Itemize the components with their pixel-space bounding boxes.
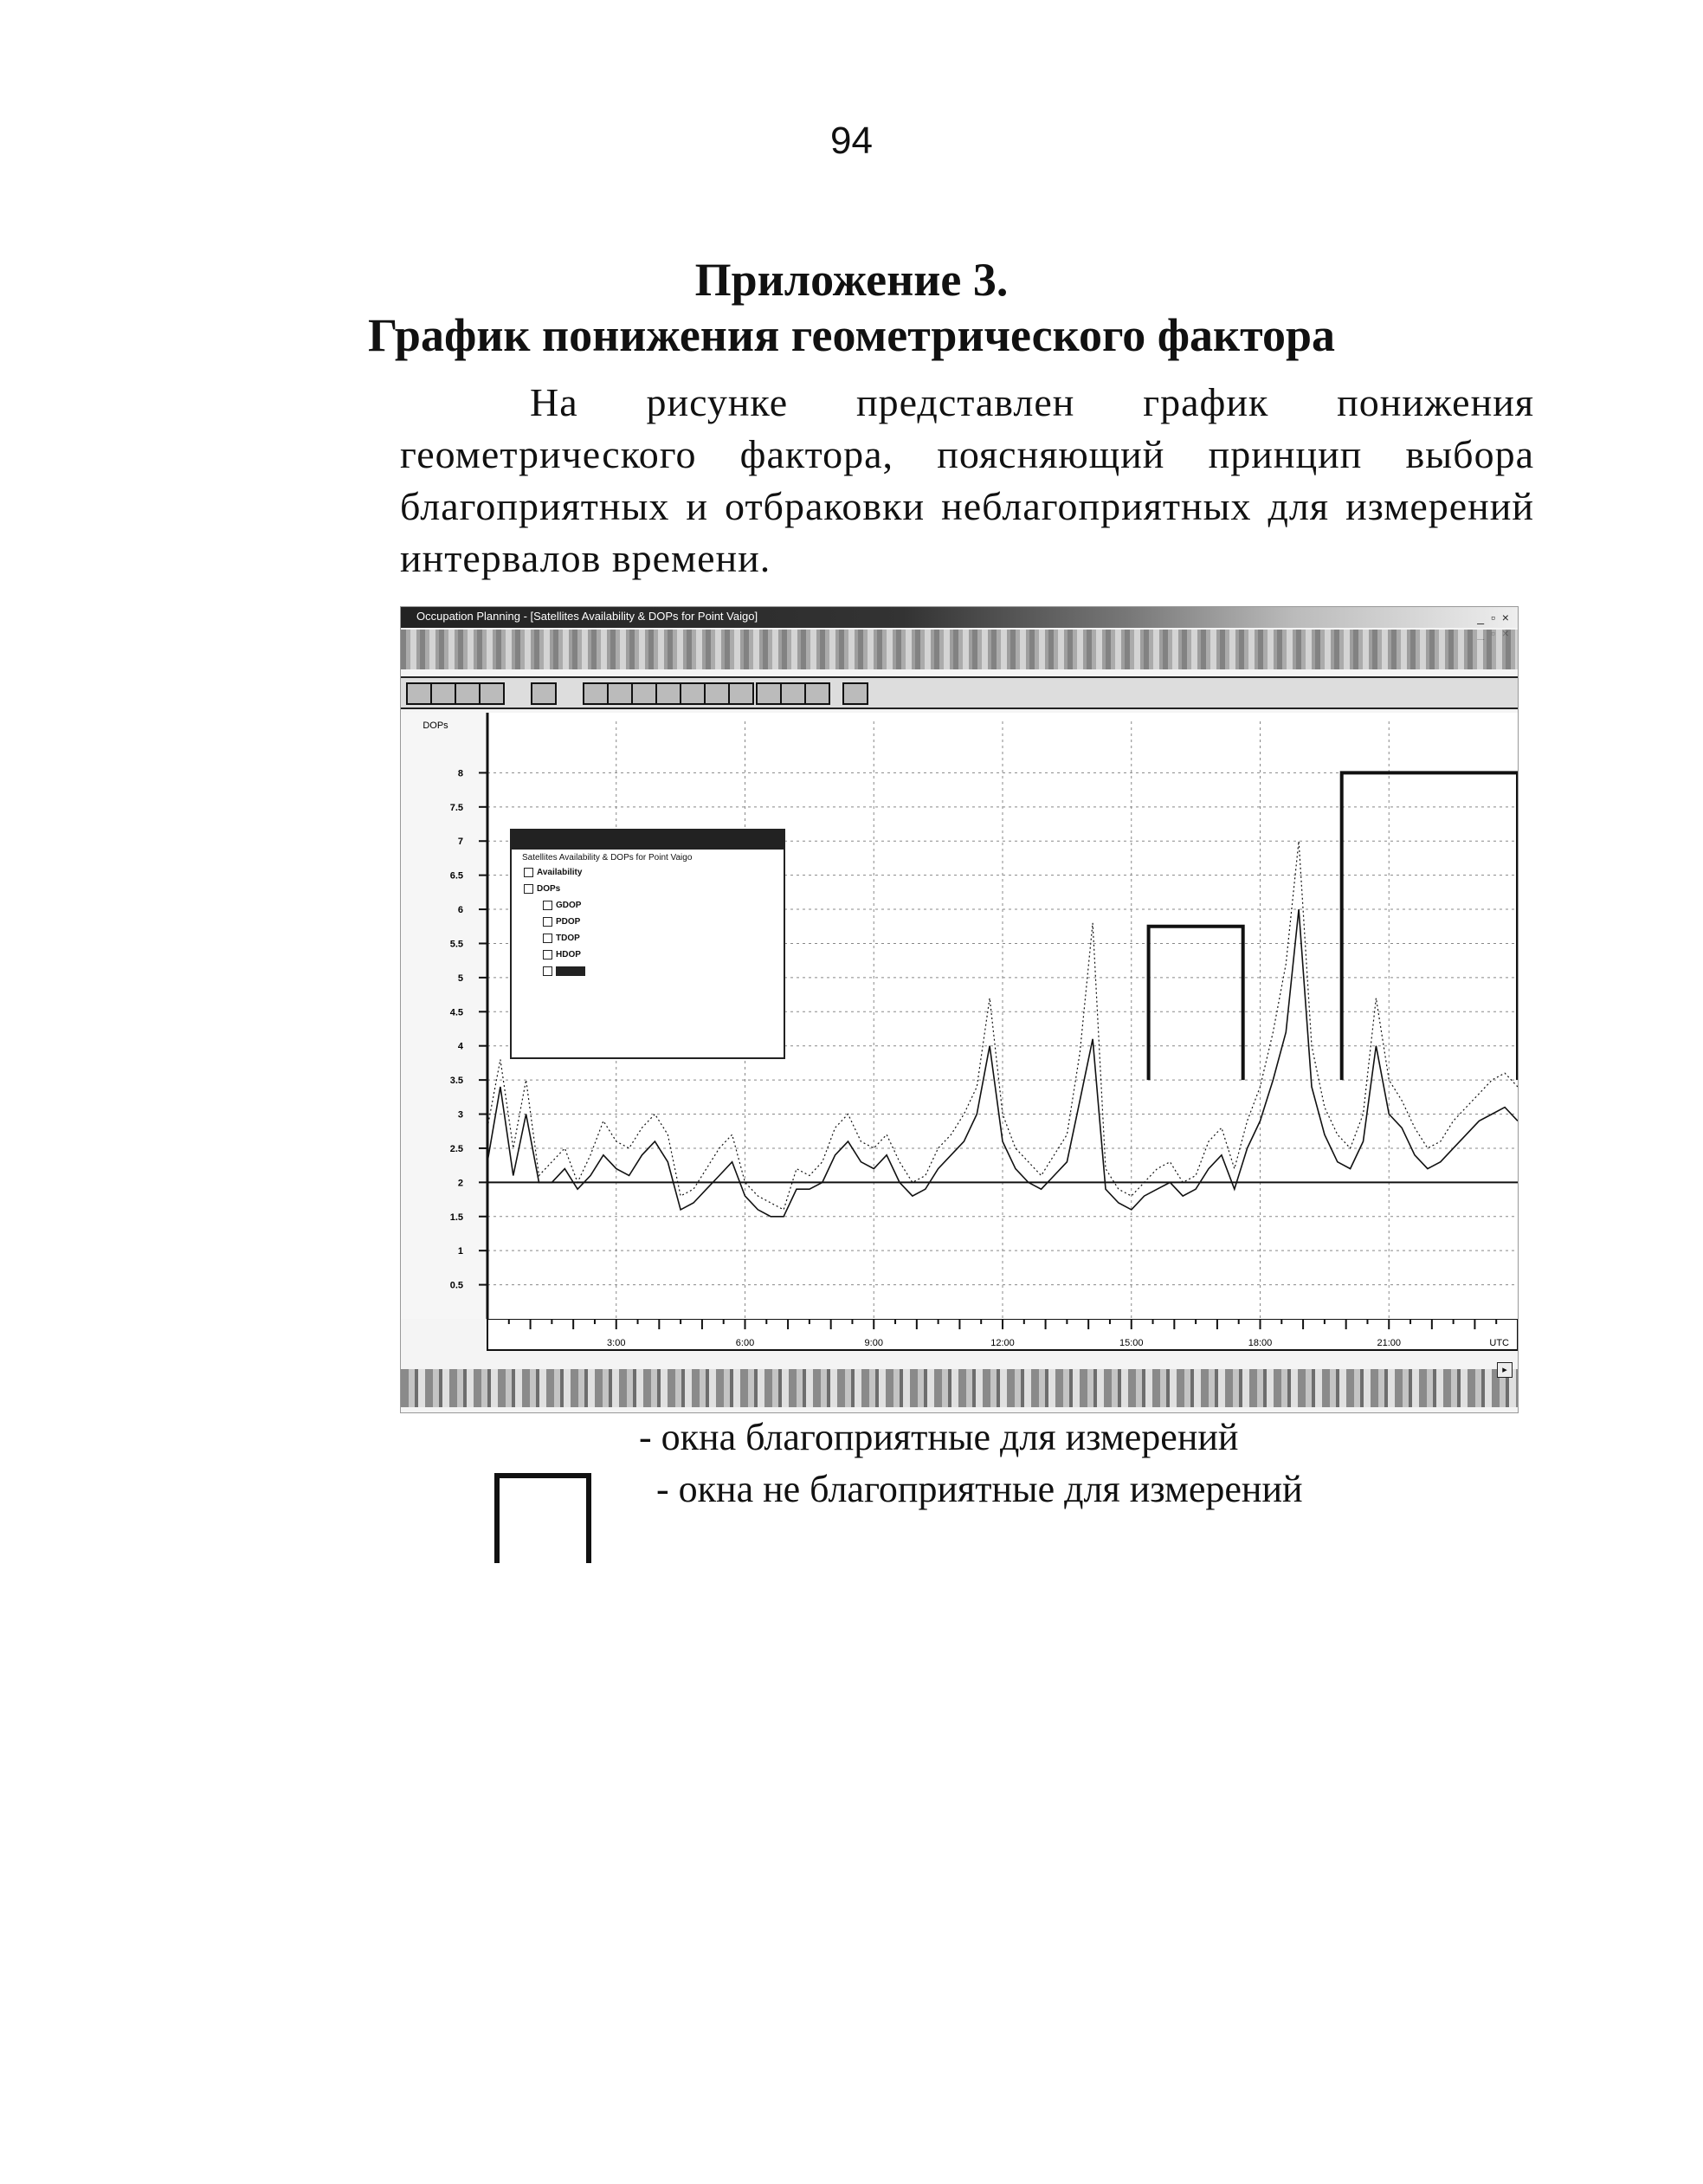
- checkbox-icon[interactable]: [524, 884, 533, 894]
- filter-icon[interactable]: [583, 682, 609, 705]
- tree-label: PDOP: [556, 917, 581, 927]
- table-icon[interactable]: [728, 682, 754, 705]
- tree-item-vdop[interactable]: [512, 963, 784, 979]
- window-controls[interactable]: _ ▫ ×: [1477, 611, 1511, 624]
- y-tick-label: 0.5: [449, 1280, 463, 1291]
- checkbox-icon[interactable]: [524, 868, 533, 877]
- options-icon[interactable]: [804, 682, 830, 705]
- chart-title: График понижения геометрического фактора: [367, 309, 1336, 361]
- checkbox-icon[interactable]: [543, 966, 552, 976]
- appendix-title: Приложение 3.: [694, 254, 1009, 306]
- screenshot-figure: [400, 606, 1519, 1413]
- tree-item-tdop[interactable]: [512, 930, 784, 947]
- scroll-right-icon[interactable]: ▸: [1497, 1362, 1513, 1378]
- tree-label: DOPs: [537, 884, 561, 894]
- y-tick-label: 7.5: [449, 802, 463, 813]
- y-tick-label: 3: [457, 1109, 463, 1121]
- checkbox-icon[interactable]: [543, 934, 552, 943]
- y-tick-label: 2.5: [449, 1143, 463, 1154]
- window-title: Occupation Planning - [Satellites Availability & DOPs for Point Vaigo]: [416, 610, 758, 623]
- y-tick-label: 5.5: [449, 939, 463, 950]
- preview-icon[interactable]: [780, 682, 806, 705]
- x-tick-label: 12:00: [990, 1338, 1015, 1348]
- legend-good-windows: - окна благоприятные для измерений: [639, 1416, 1239, 1458]
- legend-bracket-icon: [493, 1472, 592, 1563]
- panel-header[interactable]: [512, 830, 784, 850]
- x-tick-label: 6:00: [735, 1338, 755, 1348]
- elevation-icon[interactable]: [655, 682, 681, 705]
- status-bar: [401, 1369, 1518, 1407]
- checkbox-icon[interactable]: [543, 917, 552, 927]
- chart-icon[interactable]: [680, 682, 706, 705]
- tree-item-availability[interactable]: [512, 864, 784, 881]
- y-tick-label: 5: [457, 972, 463, 984]
- dop-icon[interactable]: [704, 682, 730, 705]
- tree-item-pdop[interactable]: [512, 914, 784, 930]
- print-icon[interactable]: [756, 682, 782, 705]
- menu-bar[interactable]: [401, 630, 1518, 669]
- y-tick-label: 4.5: [449, 1007, 463, 1018]
- y-tick-label: 7: [457, 837, 463, 848]
- tree-label: GDOP: [556, 901, 582, 910]
- grid-icon[interactable]: [531, 682, 557, 705]
- y-tick-label: 8: [457, 768, 463, 779]
- x-tick-label: 21:00: [1377, 1338, 1402, 1348]
- panel-title: Satellites Availability & DOPs for Point Vaigo: [522, 853, 693, 863]
- legend-bad-windows: - окна не благоприятные для измерений: [656, 1468, 1303, 1510]
- zoom-area-icon[interactable]: [455, 682, 481, 705]
- tree-label: TDOP: [556, 934, 580, 943]
- intro-paragraph: На рисунке представлен график понижения геометрического фактора, поясняющий принцип выбора благоприятных и отбраковки неблагоприятных для измерений интервалов времени.: [400, 380, 1534, 580]
- satellite-icon[interactable]: [607, 682, 633, 705]
- page-number: 94: [830, 120, 873, 162]
- window-titlebar: [401, 607, 1518, 628]
- x-tick-label: 18:00: [1248, 1338, 1273, 1348]
- measurement-windows: [1149, 772, 1518, 1080]
- y-tick-label: 2: [457, 1178, 463, 1189]
- y-tick-label: 1: [457, 1246, 463, 1257]
- sky-plot-icon[interactable]: [631, 682, 657, 705]
- y-tick-label: 1.5: [449, 1212, 463, 1223]
- x-tick-label: 3:00: [607, 1338, 626, 1348]
- x-tick-label: 15:00: [1119, 1338, 1144, 1348]
- tree-label-selected: VDOP: [556, 966, 585, 976]
- y-tick-label: 3.5: [449, 1076, 463, 1087]
- tree-label: HDOP: [556, 950, 581, 960]
- tree-label: Availability: [537, 868, 583, 877]
- y-axis-panel: [401, 713, 487, 1319]
- checkbox-icon[interactable]: [543, 901, 552, 910]
- toolbar: [401, 676, 1518, 709]
- time-axis[interactable]: [401, 1319, 1518, 1369]
- tree-item-dops[interactable]: [512, 881, 784, 897]
- x-tick-label: 9:00: [864, 1338, 883, 1348]
- y-tick-label: 6.5: [449, 870, 463, 882]
- layers-panel: [510, 829, 785, 1059]
- zoom-out-icon[interactable]: [430, 682, 456, 705]
- y-tick-label: 4: [457, 1041, 463, 1052]
- unfavorable-window: [1342, 772, 1518, 1080]
- zoom-in-icon[interactable]: [406, 682, 432, 705]
- tree-item-hdop[interactable]: [512, 947, 784, 963]
- chart-area: [401, 713, 1518, 1319]
- x-axis-label: UTC: [1489, 1338, 1509, 1348]
- y-tick-label: 6: [457, 905, 463, 916]
- checkbox-icon[interactable]: [543, 950, 552, 960]
- pan-icon[interactable]: [479, 682, 505, 705]
- y-axis-label: DOPs: [423, 720, 448, 731]
- help-icon[interactable]: [842, 682, 868, 705]
- tree-item-gdop[interactable]: [512, 897, 784, 914]
- unfavorable-window: [1149, 927, 1243, 1080]
